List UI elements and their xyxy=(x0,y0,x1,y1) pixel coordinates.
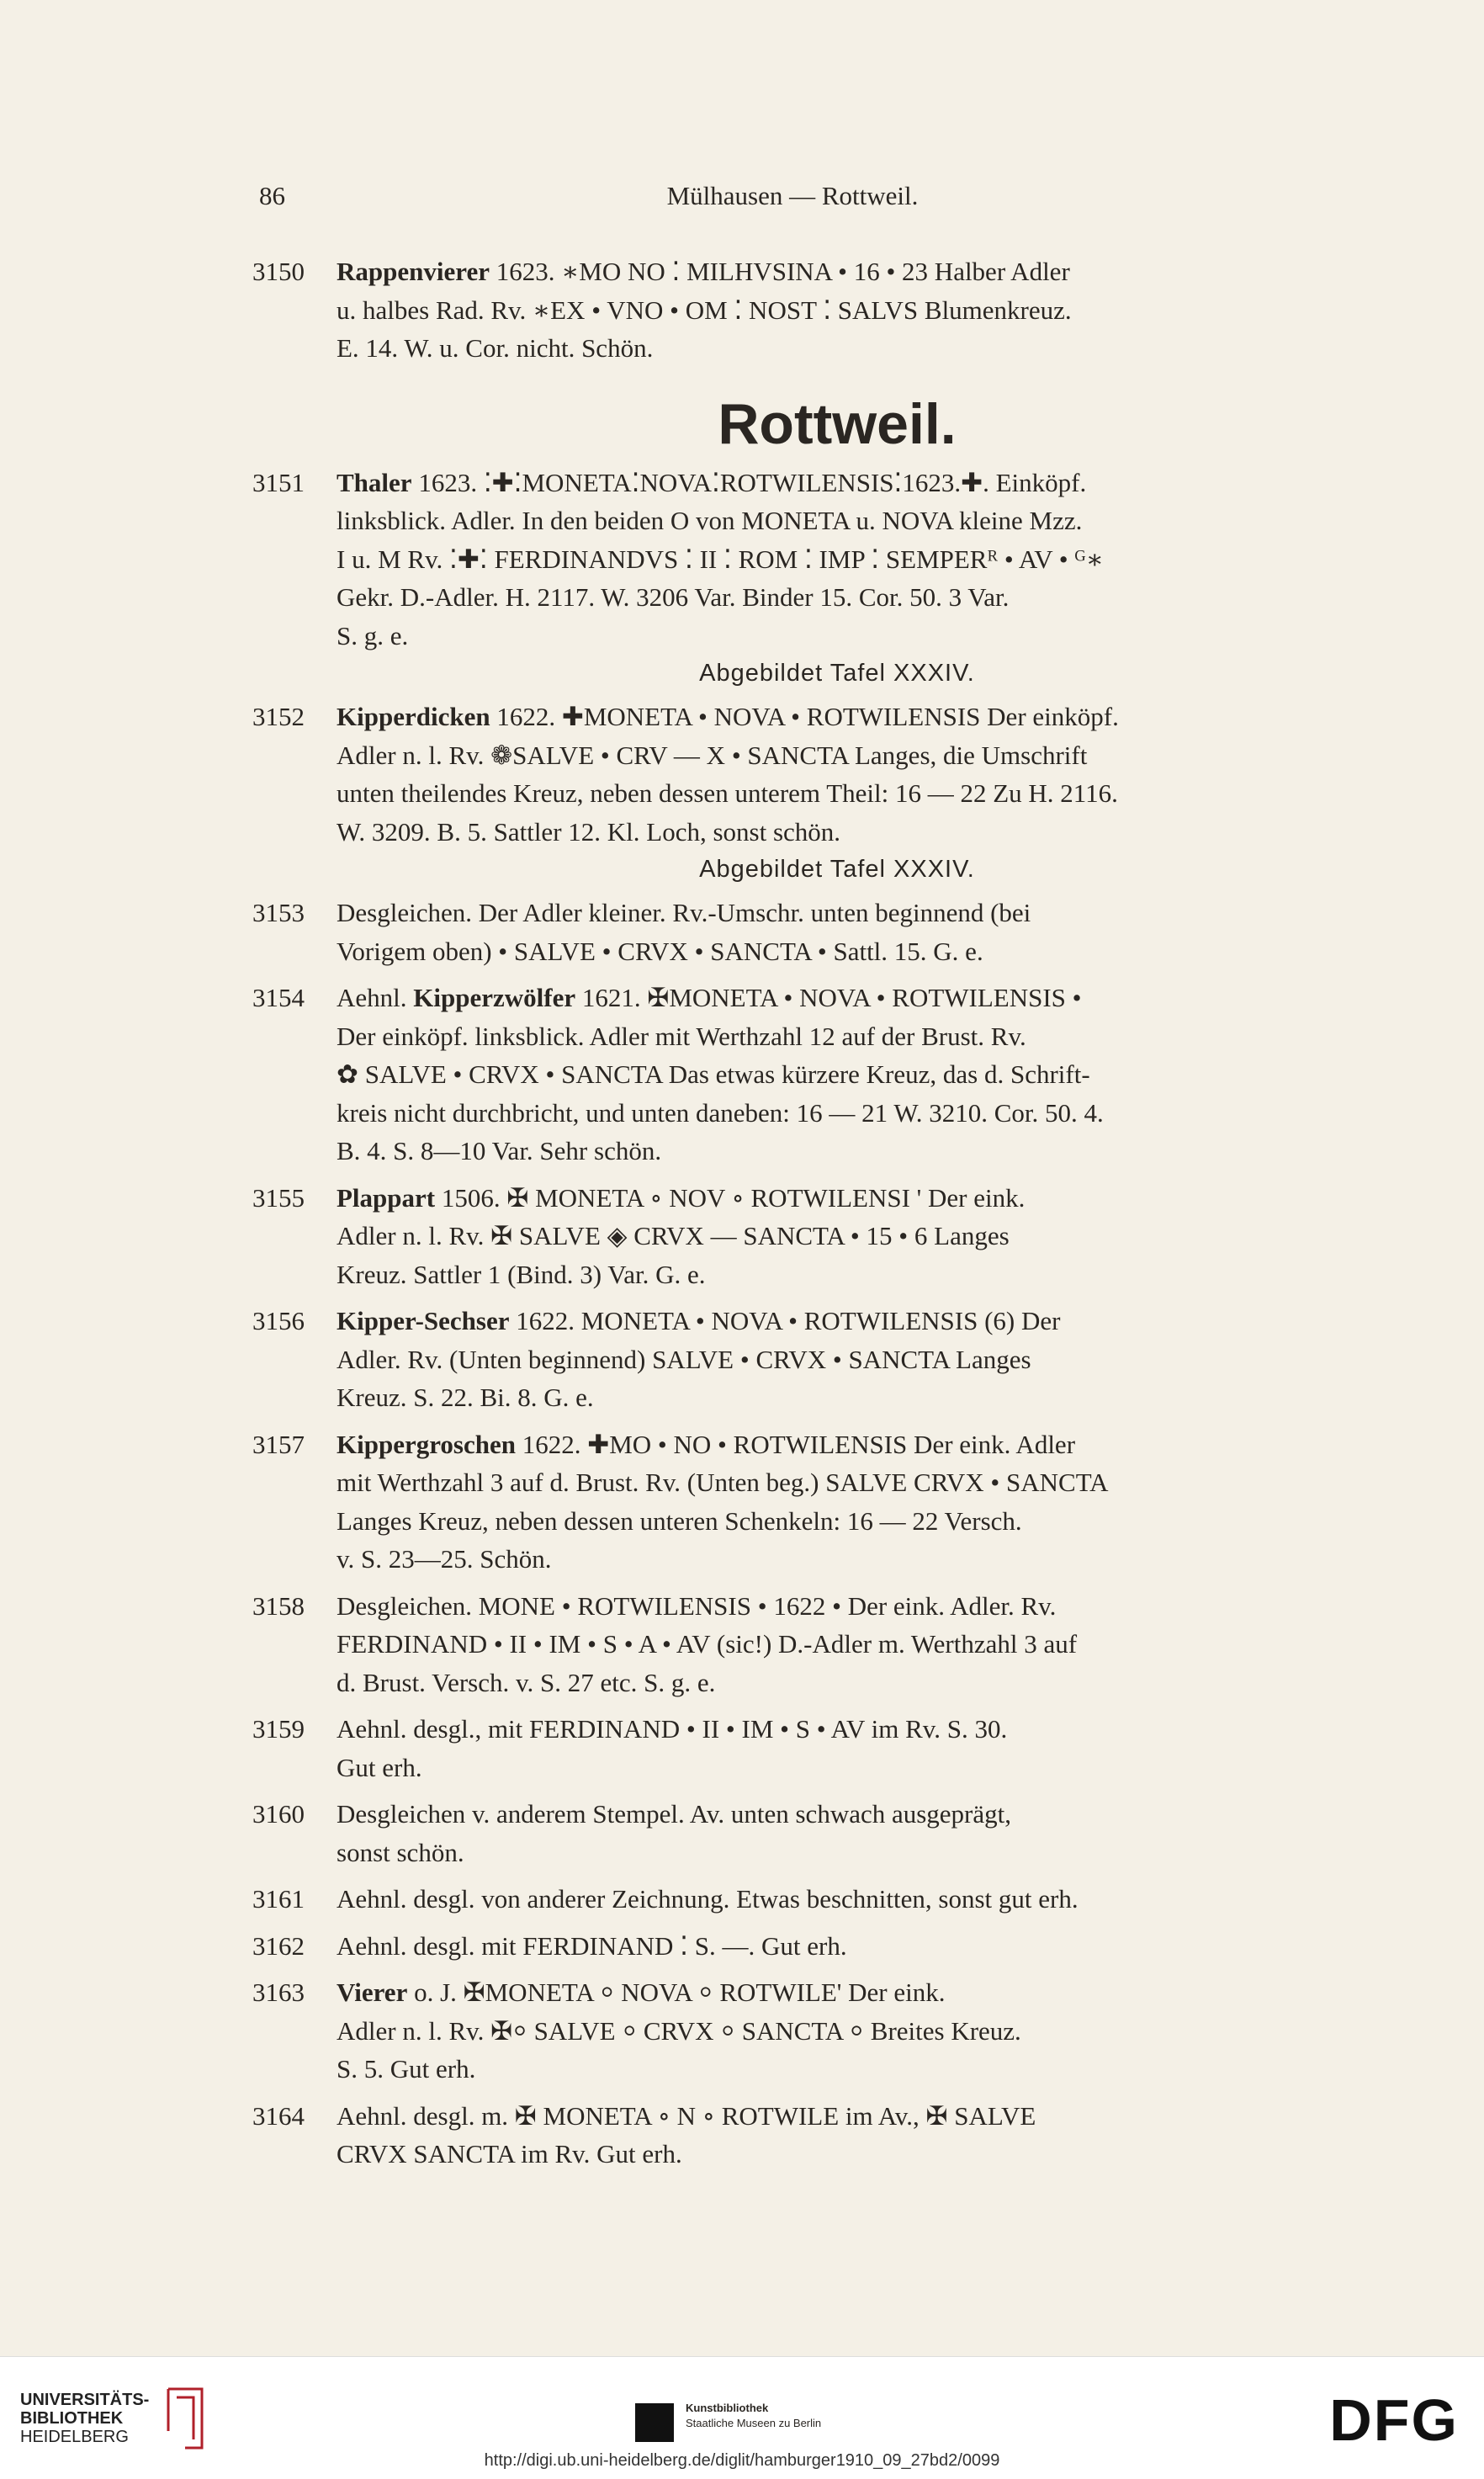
entry-text-line: Adler n. l. Rv. ✠ SALVE ◈ CRVX — SANCTA • 15 • 6 Langes xyxy=(337,1221,1010,1250)
entry-number: 3164 xyxy=(252,2100,305,2131)
entry-text-line: Vierer o. J. ✠MONETA ⸰ NOVA ⸰ ROTWILE' Der eink. xyxy=(337,1977,946,2007)
entry-text-line: Kippergroschen 1622. ✚MO • NO • ROTWILENSIS Der eink. Adler xyxy=(337,1429,1076,1459)
entry-text-line: Aehnl. Kipperzwölfer 1621. ✠MONETA • NOVA • ROTWILENSIS • xyxy=(337,983,1082,1012)
entry-number: 3152 xyxy=(252,702,305,731)
entry-number: 3161 xyxy=(252,1884,305,1914)
entry-number: 3162 xyxy=(252,1930,305,1961)
entry-text-line: Vorigem oben) • SALVE • CRVX • SANCTA • Sattl. 15. G. e. xyxy=(337,936,983,966)
entry-number: 3156 xyxy=(252,1306,305,1335)
entry-text-line: E. 14. W. u. Cor. nicht. Schön. xyxy=(337,333,654,363)
entry-number: 3159 xyxy=(252,1714,305,1744)
entry-type-name: Kipperdicken xyxy=(337,702,490,731)
entry-type-name: Plappart xyxy=(337,1182,436,1213)
catalogue-entry xyxy=(252,1795,1338,1871)
entry-type-name: Vierer xyxy=(337,1977,408,2007)
catalogue-entry xyxy=(252,2097,1338,2174)
entry-type-name: Rappenvierer xyxy=(337,257,490,286)
kb-line2: Staatliche Museen zu Berlin xyxy=(686,2417,822,2429)
entry-number: 3151 xyxy=(252,467,305,497)
catalogue-entry xyxy=(252,1880,1338,1919)
catalogue-entry xyxy=(252,698,1338,851)
entry-text-line: Kreuz. S. 22. Bi. 8. G. e. xyxy=(337,1383,594,1412)
page-number: 86 xyxy=(259,181,285,210)
entry-type-name: Kipperzwölfer xyxy=(413,983,576,1012)
library-name-line1: UNIVERSITÄTS- xyxy=(20,2391,150,2409)
entry-text-line: Adler. Rv. (Unten beginnend) SALVE • CRVX • SANCTA Langes xyxy=(337,1344,1031,1374)
entry-number: 3154 xyxy=(252,983,305,1012)
entry-text-line: linksblick. Adler. In den beiden O von MONETA u. NOVA kleine Mzz. xyxy=(337,506,1083,535)
running-title: Mülhausen — Rottweil. xyxy=(666,181,919,210)
entry-text-line: u. halbes Rad. Rv. ∗EX • VNO • OM ⁚ NOST ⁚ SALVS Blumenkreuz. xyxy=(337,295,1072,325)
catalogue-entry xyxy=(252,1973,1338,2089)
entry-text-line: Gut erh. xyxy=(337,1752,422,1782)
entry-text-line: Rappenvierer 1623. ∗MO NO ⁚ MILHVSINA • 16 • 23 Halber Adler xyxy=(337,257,1070,286)
section-heading: Rottweil. xyxy=(718,391,957,456)
entry-text-line: kreis nicht durchbricht, und unten daneben: 16 — 21 W. 3210. Cor. 50. 4. xyxy=(337,1097,1104,1128)
entry-text-line: Desgleichen v. anderem Stempel. Av. unten schwach ausgeprägt, xyxy=(337,1799,1012,1829)
kb-line1: Kunstbibliothek xyxy=(686,2402,769,2414)
university-library-logo[interactable] xyxy=(20,2391,149,2446)
entry-text-line: Der einköpf. linksblick. Adler mit Werthzahl 12 auf der Brust. Rv. xyxy=(337,1021,1026,1051)
catalogue-entry xyxy=(252,1710,1338,1786)
entry-text-line: d. Brust. Versch. v. S. 27 etc. S. g. e. xyxy=(337,1667,716,1697)
dfg-logo[interactable]: DFG xyxy=(1329,2387,1459,2453)
catalogue-entry xyxy=(252,979,1338,1170)
entry-text-line: ✿ SALVE • CRVX • SANCTA Das etwas kürzere Kreuz, das d. Schrift- xyxy=(337,1059,1090,1089)
entry-text-line: Thaler 1623. ⁚✚⁚MONETA⁚NOVA⁚ROTWILENSIS⁚1623.✚. Einköpf. xyxy=(337,467,1087,497)
entry-text-line: Aehnl. desgl. m. ✠ MONETA ∘ N ∘ ROTWILE im Av., ✠ SALVE xyxy=(337,2100,1036,2131)
catalogue-body xyxy=(252,252,1338,2182)
entry-text-line: Kipper-Sechser 1622. MONETA • NOVA • ROTWILENSIS (6) Der xyxy=(337,1306,1061,1335)
entry-text-line: I u. M Rv. ⁚✚⁚ FERDINANDVS ⁚ II ⁚ ROM ⁚ IMP ⁚ SEMPERᴿ • AV • ᴳ∗ xyxy=(337,544,1104,574)
entry-number: 3158 xyxy=(252,1590,305,1621)
library-name-line2: BIBLIOTHEK xyxy=(20,2409,124,2428)
entry-text-line: Aehnl. desgl. mit FERDINAND ⁚ S. —. Gut erh. xyxy=(337,1930,847,1961)
catalogue-entry xyxy=(252,1425,1338,1579)
entry-text-line: Aehnl. desgl., mit FERDINAND • II • IM • S • AV im Rv. S. 30. xyxy=(337,1714,1008,1744)
catalogue-entry xyxy=(252,1927,1338,1966)
entry-number: 3163 xyxy=(252,1977,305,2007)
catalogue-entry xyxy=(252,1302,1338,1417)
entry-text-line: Kipperdicken 1622. ✚MONETA • NOVA • ROTWILENSIS Der einköpf. xyxy=(337,702,1119,731)
entry-text-line: mit Werthzahl 3 auf d. Brust. Rv. (Unten beg.) SALVE CRVX • SANCTA xyxy=(337,1468,1109,1497)
entry-text-line: sonst schön. xyxy=(337,1837,464,1867)
catalogue-entry xyxy=(252,1179,1338,1294)
catalogue-entry xyxy=(252,1587,1338,1702)
library-mark-icon xyxy=(160,2381,210,2456)
entry-text-line: S. 5. Gut erh. xyxy=(337,2054,476,2084)
running-head xyxy=(252,181,1333,223)
catalogue-entry xyxy=(252,252,1338,368)
entry-number: 3153 xyxy=(252,898,305,927)
entry-text-line: Desgleichen. MONE • ROTWILENSIS • 1622 • Der eink. Adler. Rv. xyxy=(337,1590,1057,1621)
entry-text-line: FERDINAND • II • IM • S • A • AV (sic!) D.-Adler m. Werthzahl 3 auf xyxy=(337,1629,1078,1659)
kunstbibliothek-mark-icon xyxy=(635,2403,674,2442)
entry-text-line: Langes Kreuz, neben dessen unteren Schenkeln: 16 — 22 Versch. xyxy=(337,1505,1022,1536)
entry-text-line: W. 3209. B. 5. Sattler 12. Kl. Loch, sonst schön. xyxy=(337,816,841,847)
entry-text-line: Desgleichen. Der Adler kleiner. Rv.-Umschr. unten beginnend (bei xyxy=(337,898,1031,927)
library-name-line3: HEIDELBERG xyxy=(20,2428,129,2446)
entry-type-name: Kippergroschen xyxy=(337,1429,516,1459)
catalogue-entry xyxy=(252,464,1338,656)
footer-bar xyxy=(0,2356,1484,2479)
entry-number: 3160 xyxy=(252,1799,305,1829)
entry-text-line: Kreuz. Sattler 1 (Bind. 3) Var. G. e. xyxy=(337,1259,706,1289)
entry-text-line: unten theilendes Kreuz, neben dessen unterem Theil: 16 — 22 Zu H. 2116. xyxy=(337,778,1118,808)
permalink-url[interactable]: http://digi.ub.uni-heidelberg.de/diglit/hamburger1910_09_27bd2/0099 xyxy=(484,2451,1000,2470)
entry-text-line: Adler n. l. Rv. ❁SALVE • CRV — X • SANCTA Langes, die Umschrift xyxy=(337,740,1088,770)
plate-reference: Abgebildet Tafel XXXIV. xyxy=(699,856,975,883)
catalogue-entry xyxy=(252,894,1338,970)
entry-text-line: CRVX SANCTA im Rv. Gut erh. xyxy=(337,2139,682,2168)
entry-type-name: Kipper-Sechser xyxy=(337,1306,510,1335)
entry-text-line: Adler n. l. Rv. ✠⸰ SALVE ⸰ CRVX ⸰ SANCTA ⸰ Breites Kreuz. xyxy=(337,2015,1021,2046)
entry-text-line: B. 4. S. 8—10 Var. Sehr schön. xyxy=(337,1136,662,1165)
entry-type-name: Thaler xyxy=(337,467,412,497)
entry-text-line: S. g. e. xyxy=(337,620,409,650)
entry-number: 3157 xyxy=(252,1429,305,1459)
entry-number: 3150 xyxy=(252,257,305,286)
entry-number: 3155 xyxy=(252,1182,305,1213)
plate-reference: Abgebildet Tafel XXXIV. xyxy=(699,660,975,687)
entry-text-line: Plappart 1506. ✠ MONETA ∘ NOV ∘ ROTWILENSI ' Der eink. xyxy=(337,1182,1026,1213)
entry-text-line: Gekr. D.-Adler. H. 2117. W. 3206 Var. Binder 15. Cor. 50. 3 Var. xyxy=(337,582,1010,612)
entry-text-line: v. S. 23—25. Schön. xyxy=(337,1544,552,1574)
entry-text-line: Aehnl. desgl. von anderer Zeichnung. Etwas beschnitten, sonst gut erh. xyxy=(337,1884,1079,1914)
